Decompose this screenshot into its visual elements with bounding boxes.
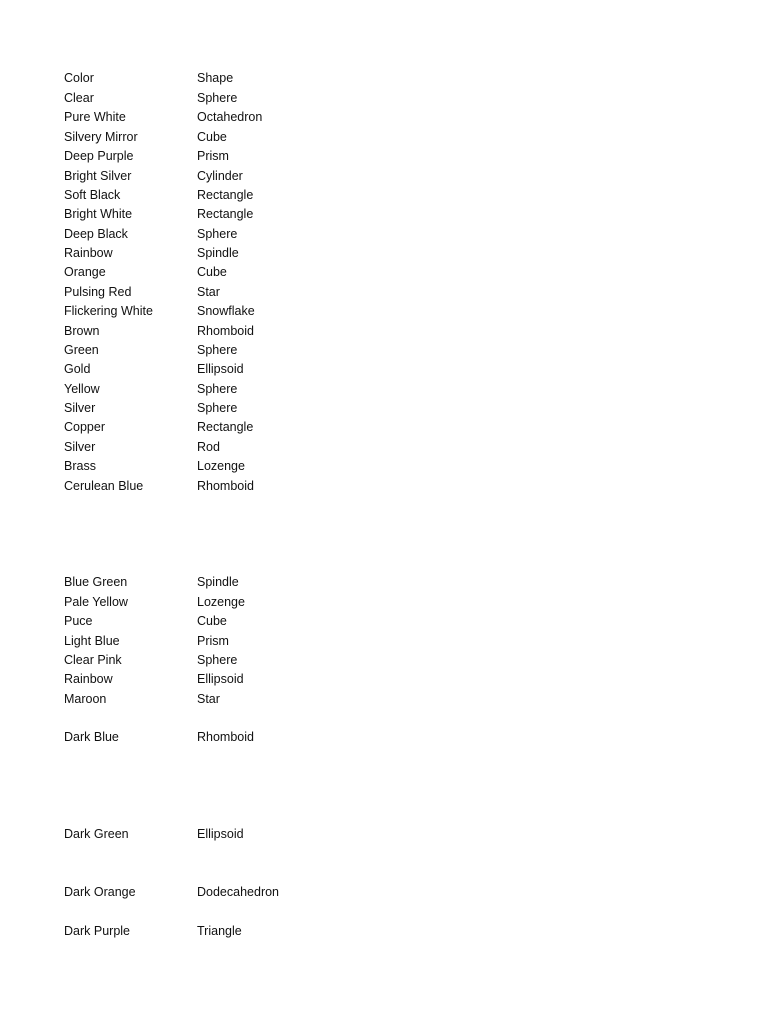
row-shape: Sphere xyxy=(197,91,238,105)
row-color: Puce xyxy=(64,614,93,628)
row-color: Maroon xyxy=(64,692,107,706)
row-shape: Ellipsoid xyxy=(197,362,244,376)
row-shape: Cube xyxy=(197,614,227,628)
row-color: Brass xyxy=(64,459,96,473)
row-color: Soft Black xyxy=(64,188,121,202)
row-color: Rainbow xyxy=(64,672,113,686)
row-shape: Rod xyxy=(197,440,220,454)
row-color: Rainbow xyxy=(64,246,113,260)
row-color: Deep Black xyxy=(64,227,128,241)
row-shape: Sphere xyxy=(197,401,238,415)
row-color: Light Blue xyxy=(64,634,120,648)
row-color: Pulsing Red xyxy=(64,285,132,299)
row-color: Pure White xyxy=(64,110,126,124)
row-color: Deep Purple xyxy=(64,149,134,163)
row-color: Silver xyxy=(64,401,96,415)
row-color: Orange xyxy=(64,265,106,279)
row-color: Dark Green xyxy=(64,827,129,841)
row-shape: Spindle xyxy=(197,575,239,589)
row-shape: Prism xyxy=(197,149,229,163)
row-shape: Sphere xyxy=(197,343,238,357)
row-shape: Cylinder xyxy=(197,169,243,183)
row-color: Silvery Mirror xyxy=(64,130,138,144)
row-shape: Star xyxy=(197,692,220,706)
row-color: Silver xyxy=(64,440,96,454)
row-shape: Rhomboid xyxy=(197,730,254,744)
row-color: Copper xyxy=(64,420,105,434)
row-color: Bright White xyxy=(64,207,133,221)
row-shape: Prism xyxy=(197,634,229,648)
row-color: Bright Silver xyxy=(64,169,132,183)
row-shape: Rectangle xyxy=(197,207,254,221)
row-color: Dark Purple xyxy=(64,924,130,938)
row-color: Clear Pink xyxy=(64,653,122,667)
row-shape: Rhomboid xyxy=(197,479,254,493)
row-color: Dark Blue xyxy=(64,730,119,744)
row-color: Flickering White xyxy=(64,304,153,318)
row-shape: Lozenge xyxy=(197,595,245,609)
row-shape: Sphere xyxy=(197,227,238,241)
row-color: Yellow xyxy=(64,382,100,396)
header-shape: Shape xyxy=(197,71,234,85)
row-shape: Snowflake xyxy=(197,304,255,318)
row-color: Clear xyxy=(64,91,94,105)
row-color: Gold xyxy=(64,362,91,376)
row-shape: Cube xyxy=(197,265,227,279)
row-shape: Cube xyxy=(197,130,227,144)
row-shape: Rhomboid xyxy=(197,324,254,338)
row-shape: Ellipsoid xyxy=(197,827,244,841)
row-shape: Dodecahedron xyxy=(197,885,280,899)
row-color: Dark Orange xyxy=(64,885,136,899)
row-color: Blue Green xyxy=(64,575,128,589)
row-color: Brown xyxy=(64,324,100,338)
row-shape: Rectangle xyxy=(197,188,254,202)
row-shape: Triangle xyxy=(197,924,242,938)
row-color: Green xyxy=(64,343,99,357)
row-shape: Sphere xyxy=(197,382,238,396)
row-shape: Spindle xyxy=(197,246,239,260)
row-shape: Star xyxy=(197,285,220,299)
row-shape: Sphere xyxy=(197,653,238,667)
row-color: Pale Yellow xyxy=(64,595,128,609)
header-color: Color xyxy=(64,71,94,85)
row-shape: Lozenge xyxy=(197,459,245,473)
row-shape: Ellipsoid xyxy=(197,672,244,686)
row-color: Cerulean Blue xyxy=(64,479,144,493)
row-shape: Rectangle xyxy=(197,420,254,434)
row-shape: Octahedron xyxy=(197,110,263,124)
